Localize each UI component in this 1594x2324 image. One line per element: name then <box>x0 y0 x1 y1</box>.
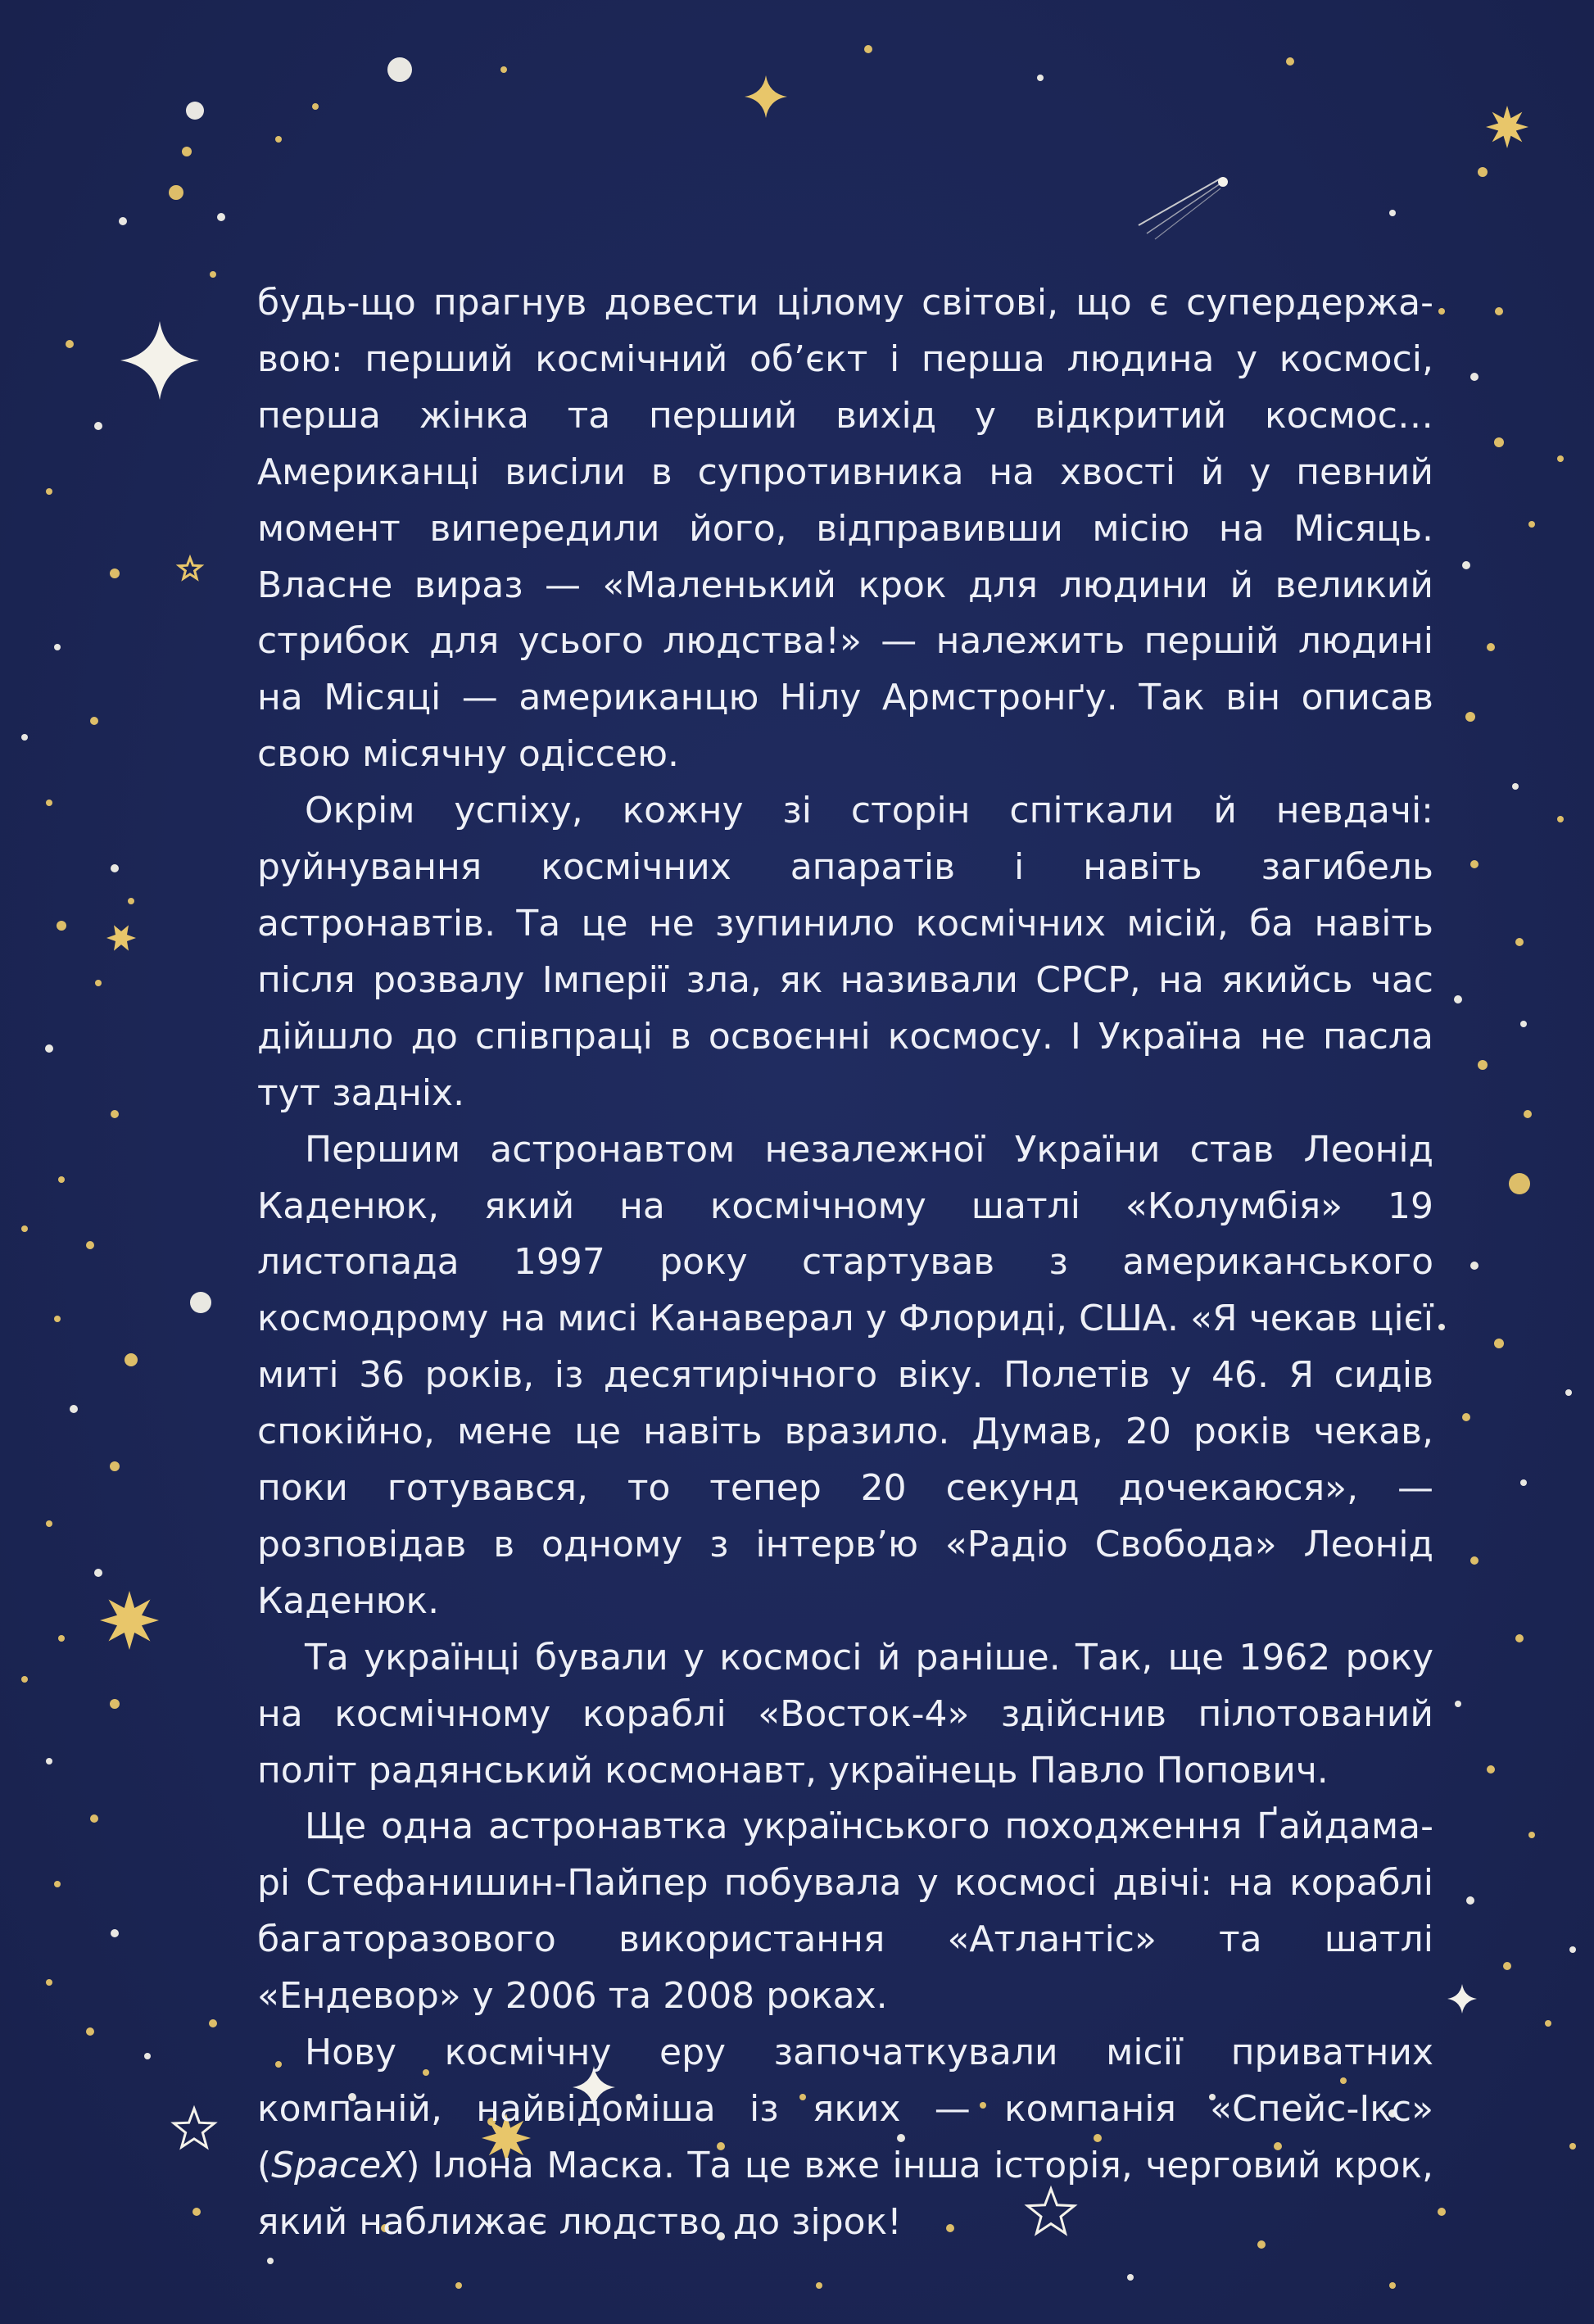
paragraph-4: Та українці бували у космосі й раніше. Так, ще 1962 року на космічному кораблі «Восток-4» здійснив пілотований політ радянський космонавт, українець Павло Попович. <box>257 1636 1433 1792</box>
paragraph-3: Першим астронавтом незалежної України став Леонід Каденюк, який на космічному шатлі «Колумбія» 19 листопада 1997 року стартував з американського космодрому на мисі Канаверал у Флориді, США. «Я чекав цієї миті 36 років, із десятирічного віку. Полетів у 46. Я сидів спокійно, мене це навіть вразило. Думав, 20 років чекав, поки готувався, то тепер 20 секунд дочекаюся», — розповідав в одному з інтерв’ю «Радіо Свобода» Леонід Каденюк. <box>257 1128 1433 1622</box>
paragraph-1: будь-що прагнув довести цілому світові, що є супердержавою: перший космічний об’єкт і перша людина у космосі, перша жінка та перший вихід у відкритий космос… Американці висіли в супротивника на хвості й у певний момент випередили його, відправивши місію на Місяць. Власне вираз — «Маленький крок для людини й великий стрибок для усього людства!» — належить першій людині на Місяці — американцю Нілу Армстронґу. Так він описав свою місячну одіссею. <box>257 282 1433 776</box>
paragraph-6 <box>257 2025 1433 2251</box>
spacex-italic: SpaceX <box>271 2144 406 2186</box>
paragraph-6-start: Нову космічну еру започаткували місії приватних компаній, найвідоміша із яких — компанія «Спейс-Ікс» ( <box>257 2032 1433 2186</box>
paragraph-2: Окрім успіху, кожну зі сторін спіткали й невдачі: руйнування космічних апаратів і навіть загибель астронавтів. Та це не зупинило космічних місій, ба навіть після розвалу Імперії зла, як називали СРСР, на якийсь час дійшло до співпраці в освоєнні космосу. І Україна не пасла тут задніх. <box>257 790 1433 1114</box>
paragraph-5: Ще одна астронавтка українського походження Ґайдамарі Стефанишин-Пайпер побувала у космосі двічі: на кораблі багаторазового використання «Атлантіс» та шатлі «Ендевор» у 2006 та 2008 роках. <box>257 1805 1433 2018</box>
paragraph-6-end: ) Ілона Маска. Та це вже інша історія, черговий крок, який наближає людство до зірок! <box>257 2144 1433 2243</box>
article-text <box>257 275 1433 2251</box>
